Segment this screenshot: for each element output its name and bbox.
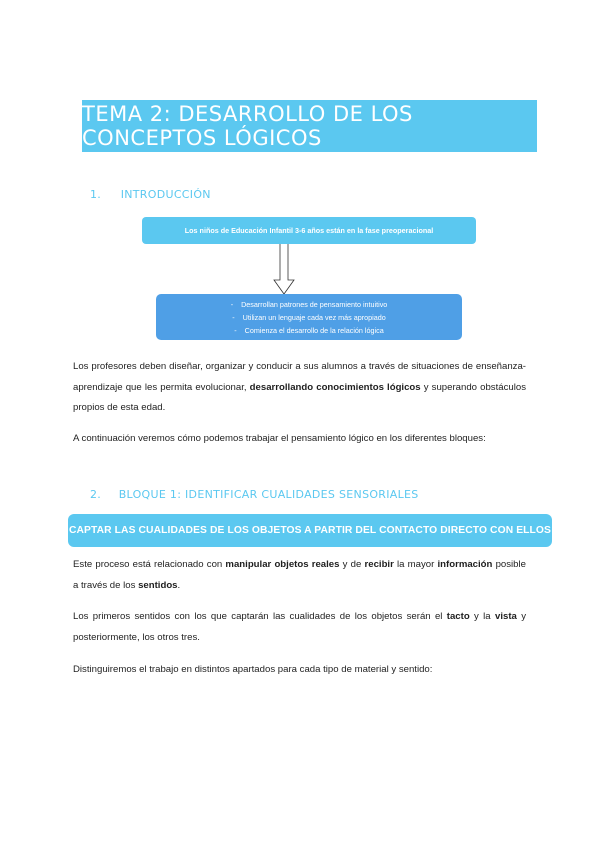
diagram-top-text: Los niños de Educación Infantil 3-6 años están en la fase preoperacional [184, 226, 434, 235]
diagram-bottom-box [156, 294, 462, 340]
section-heading-introduccion [90, 188, 211, 201]
banner-text: CAPTAR LAS CUALIDADES DE LOS OBJETOS A PARTIR DEL CONTACTO DIRECTO CON ELLOS [68, 525, 552, 536]
bold-conocimientos-logicos: desarrollando conocimientos lógicos [249, 381, 421, 393]
paragraph-proceso: Este proceso está relacionado con manipular objetos reales y de recibir la mayor información posible a través de los sentidos. [73, 559, 526, 591]
section-number: 2. [90, 488, 102, 501]
paragraph-profesores: Los profesores deben diseñar, organizar y conducir a sus alumnos a través de situaciones de enseñanza-aprendizaje que les permita evolucionar, desarrollando conocimientos lógicos y superando obstáculos propios de esta edad. [73, 361, 526, 413]
paragraph-distinguiremos: Distinguiremos el trabajo en distintos apartados para cada tipo de material y sentido: [73, 664, 433, 675]
captar-cualidades-banner [68, 514, 552, 547]
diagram-bullet-2: - Utilizan un lenguaje cada vez más apropiado [232, 311, 385, 324]
section-label: BLOQUE 1: IDENTIFICAR CUALIDADES SENSORIALES [118, 488, 419, 501]
section-heading-bloque-1 [90, 488, 419, 501]
paragraph-primeros-sentidos: Los primeros sentidos con los que captarán las cualidades de los objetos serán el tacto y la vista y posteriormente, los otros tres. [73, 611, 526, 643]
section-label: INTRODUCCIÓN [120, 188, 211, 201]
title-banner [82, 100, 537, 152]
diagram-bullet-3: - Comienza el desarrollo de la relación lógica [234, 324, 383, 337]
down-arrow-icon [272, 244, 296, 296]
section-number: 1. [90, 188, 102, 201]
page-title: TEMA 2: DESARROLLO DE LOS CONCEPTOS LÓGICOS [82, 102, 413, 150]
diagram-top-box [142, 217, 476, 244]
diagram-bullet-1: - Desarrollan patrones de pensamiento intuitivo [231, 298, 388, 311]
paragraph-continuacion: A continuación veremos cómo podemos trabajar el pensamiento lógico en los diferentes bloques: [73, 433, 486, 444]
